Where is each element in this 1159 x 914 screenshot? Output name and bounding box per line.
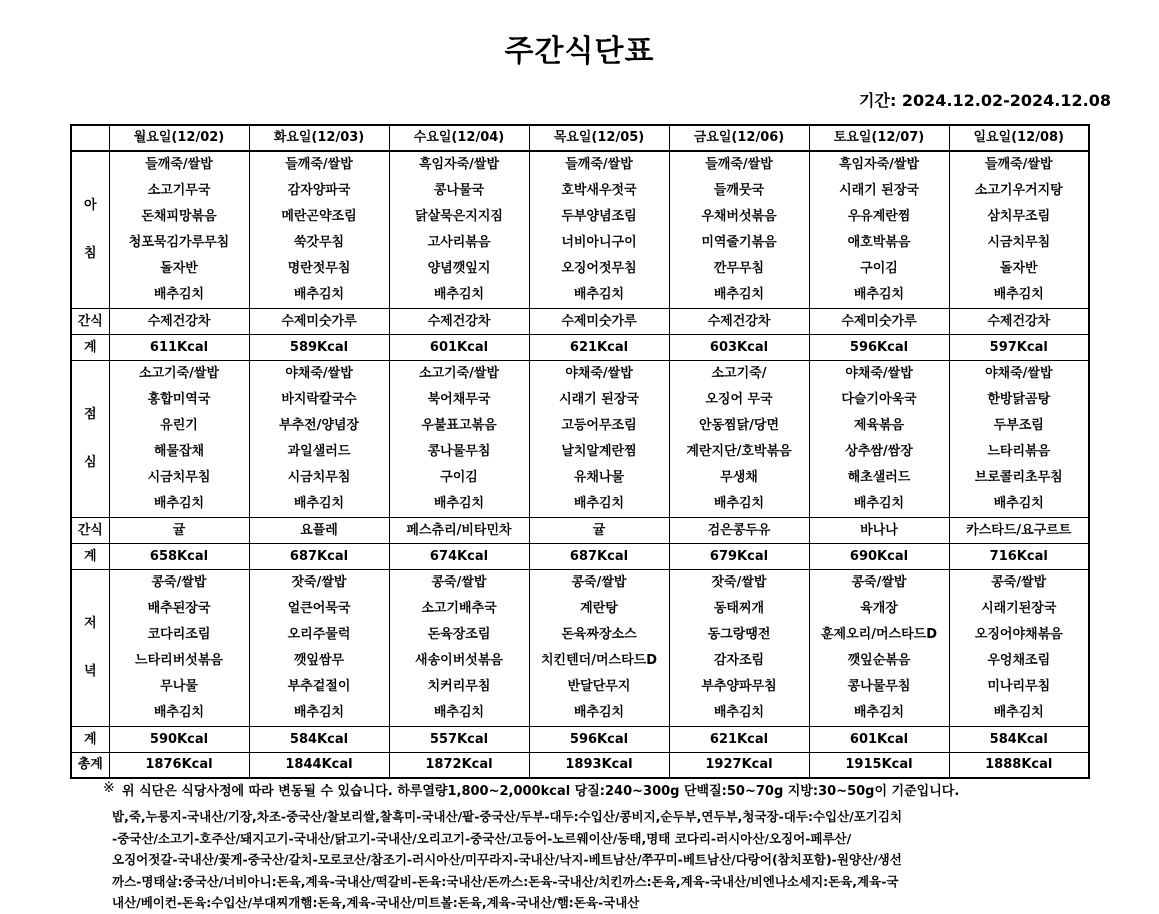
dish-item: 고사리볶음 xyxy=(427,235,491,250)
kcal-total-cell: 1876Kcal xyxy=(109,753,249,779)
dinner-cell xyxy=(949,570,1089,727)
breakfast-cell xyxy=(249,151,389,309)
kcal-total-cell: 1888Kcal xyxy=(949,753,1089,779)
meal-label-char: 심 xyxy=(83,455,97,470)
dish-item: 계란탕 xyxy=(580,601,618,616)
dish-item: 느타리버섯볶음 xyxy=(135,653,223,668)
dish-item: 배추김치 xyxy=(433,496,485,511)
lunch-cell xyxy=(249,361,389,518)
kcal-dinner-cell: 590Kcal xyxy=(109,727,249,753)
dish-item: 배추김치 xyxy=(153,496,205,511)
dish-item: 배추된장국 xyxy=(147,601,211,616)
dish-item: 배추김치 xyxy=(853,496,905,511)
dish-item: 쑥갓무침 xyxy=(293,235,345,250)
dish-item: 배추김치 xyxy=(993,496,1044,511)
day-header: 화요일(12/03) xyxy=(249,125,389,151)
breakfast-cell xyxy=(109,151,249,309)
kcal-breakfast-cell: 611Kcal xyxy=(109,335,249,361)
dish-item: 배추김치 xyxy=(573,496,625,511)
dish-item: 소고기죽/쌀밥 xyxy=(418,366,500,381)
dish-item: 메란곤약조림 xyxy=(281,209,357,224)
dish-item: 배추김치 xyxy=(293,705,345,720)
kcal-total-cell: 1872Kcal xyxy=(389,753,529,779)
dish-item: 두부조림 xyxy=(993,418,1044,433)
kcal-dinner-cell: 596Kcal xyxy=(529,727,669,753)
meal-label-char: 저 xyxy=(83,616,97,631)
dish-item: 들깨죽/쌀밥 xyxy=(145,157,213,172)
dish-item: 무생채 xyxy=(720,470,758,485)
dish-item: 배추김치 xyxy=(573,287,625,302)
kcal-dinner-cell: 621Kcal xyxy=(669,727,809,753)
dish-item: 닭살묵은지지짐 xyxy=(415,209,503,224)
kcal-total-label: 총계 xyxy=(71,753,109,779)
dish-item: 콩죽/쌀밥 xyxy=(571,575,627,590)
origin-line: 밥,죽,누룽지-국내산/기장,차조-중국산/찰보리쌀,찰흑미-국내산/팥-중국산/두부-대두:수입산/콩비지,순두부,연두부,청국장-대두:수입산/포기김치 xyxy=(112,809,903,824)
dish-item: 부추겉절이 xyxy=(287,679,351,694)
snack-pm-cell: 귤 xyxy=(529,518,669,544)
dish-item: 돌자반 xyxy=(160,261,198,276)
dish-item: 해물잡채 xyxy=(153,444,205,459)
snack-pm-row xyxy=(71,518,1089,544)
dinner-cell xyxy=(809,570,949,727)
dinner-cell xyxy=(249,570,389,727)
dish-item: 배추김치 xyxy=(713,705,765,720)
dish-item: 콩죽/쌀밥 xyxy=(151,575,207,590)
dish-item: 계란지단/호박볶음 xyxy=(686,444,792,459)
dish-item: 해초샐러드 xyxy=(847,470,911,485)
page-title: 주간식단표 xyxy=(504,34,655,69)
menu-period: 기간: 2024.12.02-2024.12.08 xyxy=(859,91,1111,110)
day-header: 목요일(12/05) xyxy=(529,125,669,151)
dish-item: 시금치무침 xyxy=(987,235,1051,250)
dish-item: 돈육짜장소스 xyxy=(561,627,637,642)
kcal-dinner-cell: 557Kcal xyxy=(389,727,529,753)
day-header: 토요일(12/07) xyxy=(809,125,949,151)
breakfast-cell xyxy=(529,151,669,309)
dish-item: 배추김치 xyxy=(433,705,485,720)
kcal-total-cell: 1915Kcal xyxy=(809,753,949,779)
dinner-cell xyxy=(669,570,809,727)
breakfast-cell xyxy=(389,151,529,309)
snack-am-cell: 수제미숫가루 xyxy=(809,309,949,335)
dish-item: 배추김치 xyxy=(713,496,765,511)
dish-item: 배추김치 xyxy=(293,287,345,302)
dish-item: 두부양념조림 xyxy=(561,209,637,224)
dish-item: 잣죽/쌀밥 xyxy=(291,575,347,590)
origin-notes xyxy=(112,806,1052,914)
dish-item: 구이김 xyxy=(440,470,478,485)
day-header: 월요일(12/02) xyxy=(109,125,249,151)
dish-item: 들깨뭇국 xyxy=(713,183,765,198)
kcal-lunch-cell: 687Kcal xyxy=(249,544,389,570)
lunch-cell xyxy=(669,361,809,518)
snack-pm-cell: 검은콩두유 xyxy=(669,518,809,544)
weekly-menu-table xyxy=(70,124,1090,779)
dish-item: 감자조림 xyxy=(713,653,765,668)
day-header: 금요일(12/06) xyxy=(669,125,809,151)
lunch-cell xyxy=(109,361,249,518)
dish-item: 흑임자죽/쌀밥 xyxy=(418,157,500,172)
dish-item: 미역줄기볶음 xyxy=(701,235,777,250)
dish-item: 청포묵김가루무침 xyxy=(128,235,230,250)
dish-item: 소고기죽/쌀밥 xyxy=(138,366,220,381)
origin-line: 내산/베이컨-돈육:수입산/부대찌개햄:돈육,계육-국내산/미트볼:돈육,계육-국내산/햄:돈육-국내산 xyxy=(112,895,640,910)
dish-item: 오징어야채볶음 xyxy=(974,627,1063,642)
lunch-cell xyxy=(949,361,1089,518)
dish-item: 육개장 xyxy=(860,601,898,616)
dish-item: 깐무무침 xyxy=(713,261,765,276)
dish-item: 고등어무조림 xyxy=(561,418,637,433)
dinner-cell xyxy=(109,570,249,727)
dish-item: 돈채피망볶음 xyxy=(141,209,217,224)
kcal-lunch-label: 계 xyxy=(71,544,109,570)
origin-line: -중국산/소고기-호주산/돼지고기-국내산/닭고기-국내산/오리고기-중국산/고등어-노르웨이산/동태,명태 코다리-러시아산/오징어-페루산/ xyxy=(112,830,852,846)
dish-item: 북어채무국 xyxy=(427,392,491,407)
dish-item: 돈육장조림 xyxy=(427,627,491,642)
dish-item: 시래기 된장국 xyxy=(559,392,639,407)
dish-item: 배추김치 xyxy=(713,287,765,302)
day-header: 수요일(12/04) xyxy=(389,125,529,151)
note-mark: ※ xyxy=(103,780,115,796)
dish-item: 콩죽/쌀밥 xyxy=(431,575,487,590)
meal-label-char: 녁 xyxy=(83,664,97,679)
kcal-breakfast-row xyxy=(71,335,1089,361)
dish-item: 들깨죽/쌀밥 xyxy=(705,157,773,172)
dish-item: 한방닭곰탕 xyxy=(987,392,1051,407)
kcal-lunch-cell: 658Kcal xyxy=(109,544,249,570)
dish-item: 소고기배추국 xyxy=(421,601,497,616)
kcal-lunch-cell: 687Kcal xyxy=(529,544,669,570)
dish-item: 코다리조림 xyxy=(147,627,211,642)
kcal-breakfast-cell: 601Kcal xyxy=(389,335,529,361)
corner-cell xyxy=(71,125,109,151)
dish-item: 반달단무지 xyxy=(567,679,631,694)
snack-am-row xyxy=(71,309,1089,335)
dish-item: 동그랑땡전 xyxy=(707,627,771,642)
dish-item: 구이김 xyxy=(860,261,898,276)
dish-item: 호박새우젓국 xyxy=(561,183,637,198)
dish-item: 콩나물무침 xyxy=(847,679,911,694)
kcal-breakfast-label: 계 xyxy=(71,335,109,361)
dish-item: 삼치무조림 xyxy=(987,209,1051,224)
dish-item: 콩죽/쌀밥 xyxy=(851,575,907,590)
origin-line: 까스-명태살:중국산/너비아니:돈육,계육-국내산/떡갈비-돈육:국내산/돈까스:돈육-국내산/치킨까스:돈육,계육-국내산/비엔나소세지:돈육,계육-국 xyxy=(112,873,899,889)
dish-item: 홍합미역국 xyxy=(147,392,211,407)
kcal-total-cell: 1927Kcal xyxy=(669,753,809,779)
snack-am-cell: 수제미숫가루 xyxy=(529,309,669,335)
lunch-row xyxy=(71,361,1089,518)
lunch-label xyxy=(71,361,109,518)
dish-item: 브로콜리초무침 xyxy=(974,470,1063,485)
dish-item: 얼큰어묵국 xyxy=(287,601,351,616)
origin-line: 오징어젓갈-국내산/꽃게-중국산/갈치-모로코산/참조기-러시아산/미꾸라지-국내산/낙지-베트남산/쭈꾸미-베트남산/다랑어(참치포함)-원양산/생선 xyxy=(112,852,902,867)
dish-item: 너비아니구이 xyxy=(561,235,637,250)
lunch-cell xyxy=(529,361,669,518)
dish-item: 야채죽/쌀밥 xyxy=(285,366,353,381)
kcal-lunch-cell: 716Kcal xyxy=(949,544,1089,570)
kcal-breakfast-cell: 597Kcal xyxy=(949,335,1089,361)
dish-item: 동태찌개 xyxy=(713,601,765,616)
dish-item: 깻잎순볶음 xyxy=(847,653,911,668)
snack-am-label: 간식 xyxy=(71,309,109,335)
dish-item: 우불표고볶음 xyxy=(421,418,497,433)
snack-pm-cell: 요플레 xyxy=(249,518,389,544)
breakfast-row xyxy=(71,151,1089,309)
dish-item: 배추김치 xyxy=(993,287,1044,302)
dish-item: 오징어 무국 xyxy=(705,392,773,407)
dish-item: 상추쌈/쌈장 xyxy=(845,444,913,459)
dish-item: 제육볶음 xyxy=(853,418,905,433)
lunch-cell xyxy=(389,361,529,518)
snack-am-cell: 수제건강차 xyxy=(389,309,529,335)
dish-item: 안동찜닭/당면 xyxy=(698,418,780,433)
meal-label-char: 침 xyxy=(83,246,97,261)
dish-item: 유채나물 xyxy=(573,470,625,485)
dish-item: 흑임자죽/쌀밥 xyxy=(838,157,920,172)
snack-am-cell: 수제건강차 xyxy=(949,309,1089,335)
dish-item: 양념깻잎지 xyxy=(427,261,491,276)
meal-label-char: 아 xyxy=(83,198,97,213)
dish-item: 들깨죽/쌀밥 xyxy=(285,157,353,172)
dish-item: 배추김치 xyxy=(993,705,1044,720)
dish-item: 돌자반 xyxy=(999,261,1038,276)
dish-item: 잣죽/쌀밥 xyxy=(711,575,767,590)
dish-item: 배추김치 xyxy=(293,496,345,511)
dish-item: 오징어젓무침 xyxy=(561,261,637,276)
dish-item: 소고기우거지탕 xyxy=(974,183,1063,198)
dinner-cell xyxy=(389,570,529,727)
lunch-cell xyxy=(809,361,949,518)
dish-item: 소고기죽/ xyxy=(711,366,767,381)
dish-item: 콩나물무침 xyxy=(427,444,491,459)
dish-item: 배추김치 xyxy=(573,705,625,720)
day-header: 일요일(12/08) xyxy=(949,125,1089,151)
dish-item: 배추김치 xyxy=(153,287,205,302)
dish-item: 부추양파무침 xyxy=(701,679,777,694)
kcal-lunch-cell: 690Kcal xyxy=(809,544,949,570)
snack-am-cell: 수제건강차 xyxy=(109,309,249,335)
dish-item: 날치알계란찜 xyxy=(561,444,637,459)
dish-item: 야채죽/쌀밥 xyxy=(845,366,913,381)
breakfast-cell xyxy=(669,151,809,309)
dish-item: 들깨죽/쌀밥 xyxy=(984,157,1053,172)
note-text: 위 식단은 식당사정에 따라 변동될 수 있습니다. 하루열량1,800~2,000kcal 당질:240~300g 단백질:50~70g 지방:30~50g이 기준입니다. xyxy=(122,784,960,799)
dish-item: 치커리무침 xyxy=(427,679,491,694)
kcal-lunch-cell: 674Kcal xyxy=(389,544,529,570)
kcal-total-cell: 1893Kcal xyxy=(529,753,669,779)
dish-item: 우유계란찜 xyxy=(847,209,911,224)
dish-item: 깻잎쌈무 xyxy=(293,653,345,668)
dish-item: 새송이버섯볶음 xyxy=(415,653,503,668)
dish-item: 배추김치 xyxy=(853,705,905,720)
kcal-lunch-cell: 679Kcal xyxy=(669,544,809,570)
dinner-label xyxy=(71,570,109,727)
dish-item: 훈제오리/머스타드D xyxy=(820,627,937,642)
snack-am-cell: 수제미숫가루 xyxy=(249,309,389,335)
dish-item: 과일샐러드 xyxy=(287,444,351,459)
breakfast-label xyxy=(71,151,109,309)
dish-item: 배추김치 xyxy=(853,287,905,302)
breakfast-cell xyxy=(949,151,1089,309)
snack-am-cell: 수제건강차 xyxy=(669,309,809,335)
breakfast-cell xyxy=(809,151,949,309)
kcal-dinner-cell: 584Kcal xyxy=(249,727,389,753)
dish-item: 시금치무침 xyxy=(147,470,211,485)
dish-item: 부추전/양념장 xyxy=(278,418,360,433)
dish-item: 시래기 된장국 xyxy=(839,183,919,198)
dish-item: 야채죽/쌀밥 xyxy=(565,366,633,381)
dish-item: 명란젓무침 xyxy=(287,261,351,276)
dish-item: 느타리볶음 xyxy=(987,444,1051,459)
snack-pm-cell: 페스츄리/비타민차 xyxy=(389,518,529,544)
dish-item: 배추김치 xyxy=(153,705,205,720)
dish-item: 다슬기아욱국 xyxy=(841,392,917,407)
dinner-row xyxy=(71,570,1089,727)
dish-item: 소고기무국 xyxy=(147,183,211,198)
dish-item: 감자양파국 xyxy=(287,183,351,198)
dish-item: 배추김치 xyxy=(433,287,485,302)
dish-item: 유린기 xyxy=(160,418,198,433)
kcal-dinner-cell: 601Kcal xyxy=(809,727,949,753)
dish-item: 바지락칼국수 xyxy=(281,392,357,407)
snack-pm-cell: 카스타드/요구르트 xyxy=(949,518,1089,544)
kcal-total-cell: 1844Kcal xyxy=(249,753,389,779)
kcal-dinner-row xyxy=(71,727,1089,753)
snack-pm-label: 간식 xyxy=(71,518,109,544)
kcal-total-row xyxy=(71,753,1089,779)
dish-item: 콩나물국 xyxy=(433,183,485,198)
dinner-cell xyxy=(529,570,669,727)
dish-item: 우채버섯볶음 xyxy=(701,209,777,224)
dish-item: 우엉채조림 xyxy=(987,653,1051,668)
kcal-dinner-label: 계 xyxy=(71,727,109,753)
kcal-dinner-cell: 584Kcal xyxy=(949,727,1089,753)
dish-item: 야채죽/쌀밥 xyxy=(984,366,1053,381)
dish-item: 시금치무침 xyxy=(287,470,351,485)
dish-item: 콩죽/쌀밥 xyxy=(991,575,1047,590)
snack-pm-cell: 바나나 xyxy=(809,518,949,544)
meal-label-char: 점 xyxy=(83,407,97,422)
dish-item: 치킨텐더/머스타드D xyxy=(540,653,657,668)
kcal-lunch-row xyxy=(71,544,1089,570)
kcal-breakfast-cell: 603Kcal xyxy=(669,335,809,361)
dish-item: 오리주물럭 xyxy=(287,627,351,642)
day-header-row xyxy=(71,125,1089,151)
dish-item: 무나물 xyxy=(160,679,198,694)
dish-item: 애호박볶음 xyxy=(847,235,911,250)
dish-item: 미나리무침 xyxy=(987,679,1051,694)
kcal-breakfast-cell: 589Kcal xyxy=(249,335,389,361)
kcal-breakfast-cell: 596Kcal xyxy=(809,335,949,361)
dish-item: 시래기된장국 xyxy=(981,601,1057,616)
kcal-breakfast-cell: 621Kcal xyxy=(529,335,669,361)
snack-pm-cell: 귤 xyxy=(109,518,249,544)
dish-item: 들깨죽/쌀밥 xyxy=(565,157,633,172)
